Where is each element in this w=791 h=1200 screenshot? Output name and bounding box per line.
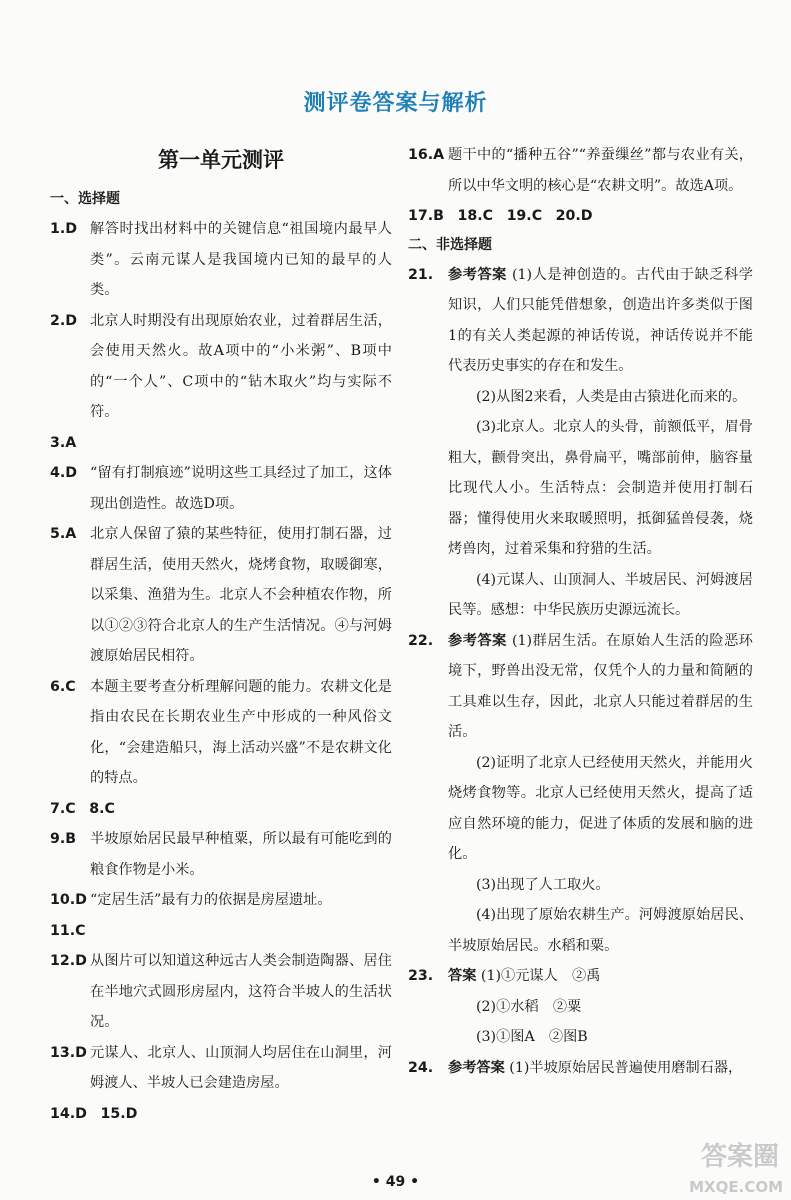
item-text: (1)人是神创造的。古代由于缺乏科学知识，人们只能凭借想象，创造出许多类似于图1的有关人类起源的神话传说，神话传说并不能代表历史事实的存在和发生。 — [448, 266, 753, 374]
watermark — [675, 1134, 785, 1198]
item-text — [90, 435, 95, 451]
item-number: 5.A — [50, 526, 77, 542]
answer-line: (3)①图A ②图B — [476, 1029, 588, 1045]
item-text: (1)半坡原始居民普遍使用磨制石器， — [509, 1059, 743, 1076]
page-title: 测评卷答案与解析 — [303, 91, 488, 116]
item-number: 22. — [408, 632, 434, 649]
answer-item — [50, 428, 392, 459]
item-number: 11.C — [50, 922, 86, 939]
item-text: (1)群居生活。在原始人生活的险恶环境下，野兽出没无常，仅凭个人的力量和简陋的工具难以生存，因此，北京人只能过着群居的生活。 — [448, 632, 753, 740]
item-text: 从图片可以知道这种远古人类会制造陶器、居住在半地穴式圆形房屋内，这符合半坡人的生活状况。 — [90, 953, 392, 1030]
item-number: 7.C — [50, 800, 76, 817]
item-text: 北京人时期没有出现原始农业，过着群居生活，会使用天然火。故A项中的“小米粥”、B项中的“一个人”、C项中的“钻木取火”均与实际不符。 — [90, 312, 392, 420]
part1-heading: 一、选择题 — [50, 191, 120, 207]
item-text: 北京人保留了猿的某些特征，使用打制石器，过群居生活，使用天然火，烧烤食物，取暖御寒，以采集、渔猎为生。北京人不会种植农作物，所以①②③符合北京人的生产生活情况。④与河姆渡原始居民相符。 — [90, 526, 392, 664]
answer-item — [50, 916, 392, 947]
answer-label: 答案 — [448, 968, 477, 984]
item-number: 2.D — [50, 312, 78, 329]
item-text: (1)①元谋人 ②禹 — [480, 968, 601, 984]
item-number: 4.D — [50, 465, 78, 481]
answer-item — [50, 458, 392, 519]
item-number: 12.D — [50, 953, 87, 969]
item-number: 18.C — [457, 208, 494, 224]
answer-item — [408, 201, 753, 232]
answer-item — [50, 794, 392, 825]
item-text: “定居生活”最有力的依据是房屋遗址。 — [90, 892, 332, 908]
item-number: 9.B — [50, 831, 77, 847]
watermark-logo: 答案圈 — [700, 1142, 779, 1172]
watermark-url: MXQE.COM — [689, 1178, 783, 1196]
left-column — [50, 140, 392, 1129]
part2-heading: 二、非选择题 — [408, 236, 492, 253]
answer-item — [50, 214, 392, 306]
item-number: 15.D — [100, 1105, 138, 1122]
answer-item — [50, 946, 392, 1038]
answer-paragraph: (4)元谋人、山顶洞人、半坡居民、河姆渡居民等。感想：中华民族历史源远流长。 — [448, 571, 753, 618]
item-number: 21. — [408, 266, 434, 283]
answer-item — [50, 824, 392, 885]
item-text: “留有打制痕迹”说明这些工具经过了加工，这体现出创造性。故选D项。 — [90, 465, 392, 512]
answer-item — [50, 519, 392, 672]
answer-item — [408, 260, 753, 382]
item-text: 解答时找出材料中的关键信息“祖国境内最早人类”。云南元谋人是我国境内已知的最早的人类。 — [90, 221, 392, 298]
answer-item — [50, 306, 392, 428]
answer-label: 参考答案 — [448, 1059, 505, 1076]
item-number: 14.D — [50, 1105, 87, 1122]
item-number: 16.A — [408, 147, 445, 163]
item-text: 元谋人、北京人、山顶洞人均居住在山洞里，河姆渡人、半坡人已会建造房屋。 — [90, 1044, 392, 1091]
answer-paragraph: (3)出现了人工取火。 — [476, 876, 610, 893]
item-text: 半坡原始居民最早种植粟，所以最有可能吃到的粮食作物是小米。 — [90, 831, 392, 878]
item-number: 1.D — [50, 221, 78, 237]
answer-item — [50, 672, 392, 794]
answer-paragraph: (2)证明了北京人已经使用天然火，并能用火烧烤食物等。北京人已经使用天然火，提高了适应自然环境的能力，促进了体质的发展和脑的进化。 — [448, 754, 753, 862]
item-number: 20.D — [555, 208, 593, 224]
answer-item — [50, 885, 392, 916]
item-number: 24. — [408, 1059, 434, 1076]
section-title: 第一单元测评 — [158, 148, 284, 172]
right-column — [408, 140, 753, 1083]
item-number: 19.C — [506, 208, 543, 224]
item-number: 8.C — [89, 800, 115, 817]
answer-label: 参考答案 — [448, 266, 507, 283]
item-text: 本题主要考查分析理解问题的能力。农耕文化是指由农民在长期农业生产中形成的一种风俗文化，“会建造船只，海上活动兴盛”不是农耕文化的特点。 — [90, 678, 392, 786]
answer-item — [408, 140, 753, 201]
item-number: 17.B — [408, 208, 444, 224]
answer-label: 参考答案 — [448, 632, 507, 649]
item-number: 13.D — [50, 1044, 87, 1061]
item-number: 10.D — [50, 892, 87, 908]
item-number: 23. — [408, 968, 434, 984]
answer-item — [408, 961, 753, 992]
answer-paragraph: (2)从图2来看，人类是由古猿进化而来的。 — [476, 388, 747, 405]
answer-paragraph: (4)出现了原始农耕生产。河姆渡原始居民、半坡原始居民。水稻和粟。 — [448, 907, 753, 954]
answer-item — [50, 1038, 392, 1099]
item-number: 6.C — [50, 678, 76, 695]
answer-item — [408, 626, 753, 748]
answer-paragraph: (3)北京人。北京人的头骨，前额低平，眉骨粗大，颧骨突出，鼻骨扁平，嘴部前伸，脑容量比现代人小。生活特点：会制造并使用打制石器；懂得使用火来取暖照明，抵御猛兽侵袭，烧烤兽肉，过着采集和狩猎的生活。 — [448, 419, 753, 557]
answer-item — [50, 1099, 392, 1130]
item-text: 题干中的“播种五谷”“养蚕缫丝”都与农业有关，所以中华文明的核心是“农耕文明”。故选A项。 — [448, 147, 753, 194]
item-text — [90, 923, 95, 939]
answer-line: (2)①水稻 ②粟 — [476, 998, 582, 1015]
page-number: • 49 • — [371, 1174, 420, 1190]
item-number: 3.A — [50, 434, 77, 451]
answer-item — [408, 1053, 753, 1084]
